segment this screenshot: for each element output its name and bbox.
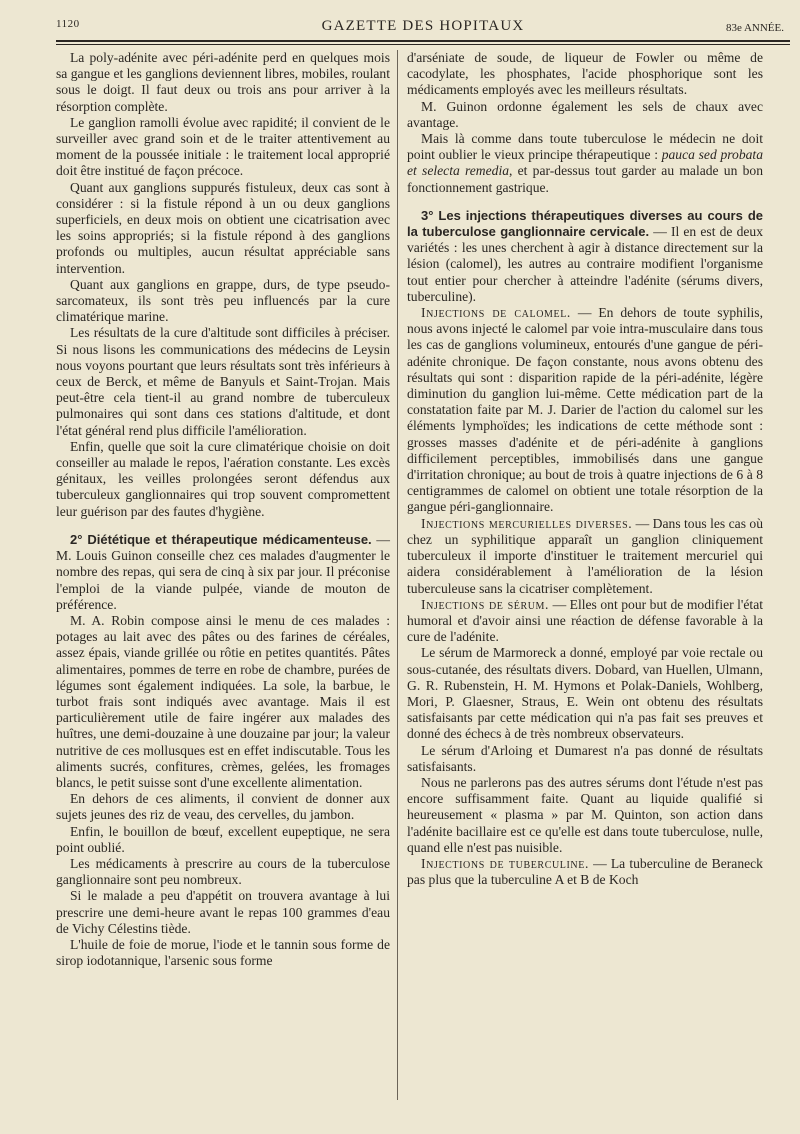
serum-paragraph bbox=[407, 597, 763, 646]
paragraph: En dehors de ces aliments, il convient de donner aux sujets jeunes des riz de veau, des cervelles, du jambon. bbox=[56, 791, 390, 823]
paragraph: Le sérum d'Arloing et Dumarest n'a pas donné de résultats satisfaisants. bbox=[407, 742, 763, 774]
paragraph: Les médicaments à prescrire au cours de la tuberculose ganglionnaire sont peu nombreux. bbox=[56, 855, 390, 888]
paragraph: Si le malade a peu d'appétit on trouvera avantage à lui prescrire une demi-heure avant le repas 100 grammes d'eau de Vichy Célestins tiède. bbox=[56, 888, 390, 936]
paragraph: M. Guinon ordonne également les sels de chaux avec avantage. bbox=[407, 98, 763, 130]
paragraph: Le ganglion ramolli évolue avec rapidité; il convient de le surveiller avec grand soin et de le traiter attentivement au moment de la poussée initiale : le traitement local approprié doit être institué de façon précoce. bbox=[56, 114, 390, 179]
calomel-heading: Injections de calomel. bbox=[421, 305, 571, 321]
paragraph-text: , et par-dessus tout garder au malade un bon fonctionnement gastrique. bbox=[407, 163, 763, 195]
tuberculin-heading: Injections de tuberculine. bbox=[421, 855, 589, 871]
paragraph: Enfin, quelle que soit la cure climatérique choisie on doit conseiller au malade le repos, l'aération constante. Les excès génitaux, les veilles prolongées seront défendus aux tuberculeux ganglionnaires qui trop souvent compromettent leur guérison par des fautes d'hygiène. bbox=[56, 438, 390, 519]
calomel-paragraph bbox=[407, 305, 763, 516]
tuberculin-text: — La tuberculine de Beraneck pas plus que la tuberculine A et B de Koch bbox=[407, 855, 763, 888]
latin-quote: pauca sed probata et selecta remedia bbox=[407, 147, 764, 179]
section-2-heading: 2° Diététique et thérapeutique médicamenteuse. bbox=[70, 531, 372, 547]
section-2-text: — M. Louis Guinon conseille chez ces malades d'augmenter le nombre des repas, qui sera de cinq à six par jour. Il préconise l'emploi de la viande pulpée, viande de mouton de préférence. bbox=[56, 531, 390, 612]
page-number: 1120 bbox=[56, 18, 80, 30]
serum-heading: Injections de sérum. bbox=[421, 596, 550, 612]
paragraph: Enfin, le bouillon de bœuf, excellent eupeptique, ne sera point oublié. bbox=[56, 823, 390, 855]
mercurial-heading: Injections mercurielles diverses. bbox=[421, 515, 633, 531]
paragraph-continued: d'arséniate de soude, de liqueur de Fowler ou même de cacodylate, les phosphates, l'acide phosphorique sont les médicaments employés avec les meilleurs résultats. bbox=[407, 50, 763, 98]
header-rule-thin bbox=[56, 44, 790, 45]
section-3-paragraph bbox=[407, 208, 763, 305]
column-divider bbox=[397, 50, 398, 1100]
mercurial-text: — Dans tous les cas où chez un syphilitique apparaît un ganglion cliniquement tuberculeux il importe d'instituer le traitement mercuriel qui aidera considérablement à l'amélioration de la lésion tuberculeuse sans la cicatriser complètement. bbox=[407, 515, 764, 596]
paragraph: Quant aux ganglions suppurés fistuleux, deux cas sont à considérer : si la fistule répond à un ou deux ganglions superficiels, en deux mois on obtient une cicatrisation avec les soins appropriés; si la fistule répond à des ganglions profonds ou multiples, aucun résultat appréciable sans intervention. bbox=[56, 179, 390, 276]
mercurial-paragraph bbox=[407, 516, 763, 597]
serum-text: — Elles ont pour but de modifier l'état humoral et d'avoir ainsi une réaction de défense favorable à la cure de l'adénite. bbox=[407, 596, 764, 645]
paragraph: Le sérum de Marmoreck a donné, employé par voie rectale ou sous-cutanée, des résultats divers. Dobard, van Huellen, Ulmann, G. R. Rubenstein, H. M. Hymons et Polak-Daniels, Wohlberg, Mori, P. Glaesner, Straus, E. Wein ont obtenu des résultats satisfaisants par cette médication qui n'a pas fait ses preuves et donné des échecs à de très nombreux observateurs. bbox=[407, 645, 763, 742]
calomel-text: — En dehors de toute syphilis, nous avons injecté le calomel par voie intra-musculaire dans tous les cas de ganglions volumineux, entourés d'une gangue de péri-adénite chronique. De façon constante, nous avons obtenu des résultats qui sont : disparition rapide de la péri-adénite, légère diminution du ganglion lui-même. Cette médication part de la constatation faite par M. J. Darier de l'action du calomel sur les éléments lymphoïdes; les indications de cette méthode sont : grosses masses d'adénite et de péri-adénite à ganglions difficilement perceptibles, immobilisés dans une gangue d'irritation chronique; au bout de trois à quatre injections de 6 à 8 centigrammes de calomel on obtient une totale résorption de la gangue péri-ganglionnaire. bbox=[407, 305, 763, 515]
issue-label: 83e ANNÉE. bbox=[725, 22, 784, 34]
tuberculin-paragraph bbox=[407, 856, 763, 888]
paragraph: Nous ne parlerons pas des autres sérums dont l'étude n'est pas encore suffisamment faite. Quant au liquide qualifié si heureusement « plasma » par M. Quinton, son action dans l'adénite bacillaire est ce qu'elle est dans toute tuberculose, nulle, quand elle n'est pas nuisible. bbox=[407, 774, 763, 855]
running-title: GAZETTE DES HOPITAUX bbox=[321, 18, 525, 34]
header-rule-thick bbox=[56, 40, 790, 42]
section-3-text: — Il en est de deux variétés : les unes cherchent à agir à distance directement sur la lésion (calomel), les autres au contraire modifient l'organisme tout entier pour chercher à atteindre l'adénite (sérums divers, tuberculine). bbox=[407, 224, 763, 304]
paragraph: La poly-adénite avec péri-adénite perd en quelques mois sa gangue et les ganglions deviennent libres, mobiles, roulant sous le doigt. Il faut deux ou trois ans pour arriver à la résorption complète. bbox=[56, 50, 390, 114]
paragraph: Les résultats de la cure d'altitude sont difficiles à préciser. Si nous lisons les communications des médecins de Leysin nous voyons pourtant que leurs résultats sont très inférieurs à ceux de Berck, et même de Banyuls et Saint-Trojan. Mais peut-être cela tient-il au grand nombre de tuberculeux pulmonaires qui sont dans ces stations d'altitude, et dont l'état général rend plus difficile l'amélioration. bbox=[56, 325, 390, 438]
right-column bbox=[407, 50, 763, 888]
left-column bbox=[56, 50, 390, 969]
paragraph-text: Mais là comme dans toute tuberculose le médecin ne doit point oublier le vieux principe thérapeutique : bbox=[407, 131, 763, 163]
paragraph: L'huile de foie de morue, l'iode et le tannin sous forme de sirop iodotannique, l'arsenic sous forme bbox=[56, 936, 390, 969]
section-3-heading: 3° Les injections thérapeutiques diverses au cours de la tuberculose ganglionnaire cervicale. bbox=[407, 207, 763, 240]
section-2-paragraph bbox=[56, 532, 390, 613]
paragraph bbox=[407, 131, 763, 196]
paragraph: Quant aux ganglions en grappe, durs, de type pseudo-sarcomateux, ils sont très peu influencés par la cure climatérique marine. bbox=[56, 276, 390, 325]
paragraph: M. A. Robin compose ainsi le menu de ces malades : potages au lait avec des pâtes ou des farines de céréales, assez épais, viande grillée ou rôtie en petites quantités. Pâtes alimentaires, pommes de terre en robe de chambre, purées de légumes sont également indiquées. La sole, la barbue, le turbot frais sont indiqués avec avantage. Mais il est particulièrement utile de faire ingérer aux malades des huîtres, une demi-douzaine à une douzaine par jour; la valeur nutritive de ces mollusques est en effet indiscutable. Tous les aliments sucrés, confitures, crèmes, gelées, les fromages blancs, le petit suisse sont d'une excellente alimentation. bbox=[56, 612, 390, 790]
